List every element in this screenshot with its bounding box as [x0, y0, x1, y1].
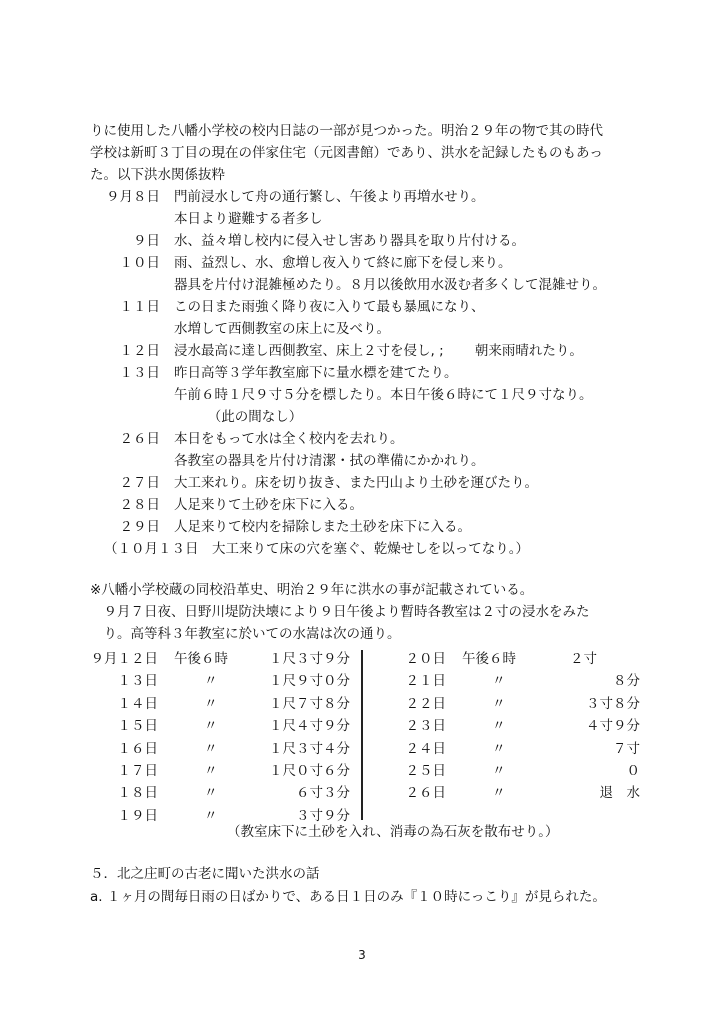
table-row-level: １尺３寸９分 [269, 651, 350, 667]
table-row-date: ９月１２日 [90, 651, 158, 667]
table-row-time: 〃 [492, 695, 506, 712]
table-row-time: 〃 [492, 740, 506, 757]
section-item-a: a. １ヶ月の間毎日雨の日ばかりで、ある日１日のみ『１０時にっこり』が見られた。 [90, 889, 606, 905]
table-row-time: 〃 [492, 673, 506, 690]
table-row-time: 〃 [492, 763, 506, 779]
diary-text: 人足来りて校内を掃除しまた土砂を床下に入る。 [174, 519, 471, 535]
table-row-time: 〃 [492, 785, 506, 802]
section-heading: ５．北之庄町の古老に聞いた洪水の話 [90, 866, 320, 882]
table-row-date: １９日 [117, 807, 158, 824]
table-row-level: １尺４寸９分 [269, 718, 350, 735]
diary-text: 水増して西側教室の床上に及べり。 [174, 321, 390, 337]
table-row-date: ２０日 [405, 651, 446, 667]
table-row-date: １４日 [117, 695, 158, 712]
table-row-level: ２寸 [570, 651, 597, 667]
table-row-date: １５日 [117, 718, 158, 735]
diary-date: １３日 [119, 365, 160, 381]
table-row-level: ０ [626, 763, 640, 779]
table-row-level: 退 水 [599, 785, 640, 802]
page-number: 3 [358, 948, 366, 962]
table-row-time: 〃 [204, 763, 218, 779]
table-row-level: ４寸９分 [586, 718, 640, 735]
diary-text: 昨日高等３学年教室廊下に量水標を建てたり。 [174, 365, 458, 381]
diary-text: 水、益々増し校内に侵入せし害あり器具を取り片付ける。 [174, 233, 525, 249]
diary-date: ２６日 [119, 431, 160, 447]
history-line: ９月７日夜、日野川堤防決壊により９日午後より暫時各教室は２寸の浸水をみた [90, 604, 590, 620]
table-row-level: １尺７寸８分 [269, 695, 350, 712]
table-row-level: １尺３寸４分 [269, 740, 350, 757]
table-row-level: ３寸８分 [586, 695, 640, 712]
intro-line: りに使用した八幡小学校の校内日誌の一部が見つかった。明治２９年の物で其の時代 [90, 123, 603, 139]
diary-text: （此の間なし） [174, 409, 303, 425]
intro-line: た。以下洪水関係抜粋 [90, 167, 225, 183]
table-divider [361, 650, 363, 820]
intro-line: 学校は新町３丁目の現在の伴家住宅（元図書館）であり、洪水を記録したものもあっ [90, 145, 603, 161]
table-row-time: 〃 [204, 740, 218, 757]
table-row-time: 〃 [204, 695, 218, 712]
diary-text: 本日をもって水は全く校内を去れり。 [174, 431, 404, 447]
table-row-date: １８日 [117, 785, 158, 802]
diary-note: （１０月１３日 大工来りて床の穴を塞ぐ、乾燥せしを以ってなり。） [104, 541, 529, 557]
diary-date: ２８日 [119, 497, 160, 513]
history-line: り。高等科３年教室に於いての水嵩は次の通り。 [90, 626, 401, 642]
table-row-time: 〃 [204, 673, 218, 690]
table-row-time: 〃 [204, 718, 218, 735]
table-row-time: 〃 [204, 807, 218, 824]
diary-text: 門前浸水して舟の通行繁し、午後より再増水せり。 [174, 189, 485, 205]
table-row-level: ７寸 [613, 740, 640, 757]
diary-text: 本日より避難する者多し [174, 211, 323, 227]
table-row-time: 午後６時 [174, 651, 228, 667]
diary-date: ２９日 [119, 519, 160, 535]
table-row-time: 午後６時 [462, 651, 516, 667]
table-note: （教室床下に土砂を入れ、消毒の為石灰を散布せり。） [227, 824, 559, 840]
diary-text: 午前６時１尺９寸５分を標したり。本日午後６時にて１尺９寸なり。 [174, 387, 593, 403]
diary-text: 浸水最高に達し西側教室、床上２寸を侵し, ; 朝来雨晴れたり。 [174, 343, 583, 359]
table-row-date: ２１日 [405, 673, 446, 690]
diary-text: 大工来れり。床を切り抜き、また円山より土砂を運びたり。 [174, 475, 538, 491]
diary-date: １２日 [119, 343, 160, 359]
diary-text: 各教室の器具を片付け清潔・拭の準備にかかれり。 [174, 453, 485, 469]
table-row-date: １６日 [117, 740, 158, 757]
table-row-level: ８分 [613, 673, 640, 690]
table-row-level: ３寸９分 [296, 807, 350, 824]
table-row-date: ２２日 [405, 695, 446, 712]
table-row-level: １尺０寸６分 [269, 763, 350, 779]
table-row-date: ２５日 [405, 763, 446, 779]
diary-date: ９日 [133, 233, 160, 249]
table-row-level: ６寸３分 [296, 785, 350, 802]
table-row-date: ２４日 [405, 740, 446, 757]
table-row-date: １３日 [117, 673, 158, 690]
diary-text: 雨、益烈し、水、愈増し夜入りて終に廊下を侵し来り。 [174, 255, 512, 271]
diary-text: この日また雨強く降り夜に入りて最も暴風になり、 [174, 299, 485, 315]
table-row-level: １尺９寸０分 [269, 673, 350, 690]
table-row-date: １７日 [117, 763, 158, 779]
diary-date: １０日 [119, 255, 160, 271]
table-row-date: ２６日 [405, 785, 446, 802]
table-row-time: 〃 [204, 785, 218, 802]
history-line: ※八幡小学校蔵の同校沿革史、明治２９年に洪水の事が記載されている。 [90, 582, 534, 598]
diary-date: １１日 [119, 299, 160, 315]
diary-date: ９月８日 [106, 189, 160, 205]
diary-date: ２７日 [119, 475, 160, 491]
diary-text: 人足来りて土砂を床下に入る。 [174, 497, 363, 513]
diary-text: 器具を片付け混雑極めたり。８月以後飲用水汲む者多くして混雑せり。 [174, 277, 606, 293]
table-row-time: 〃 [492, 718, 506, 735]
table-row-date: ２３日 [405, 718, 446, 735]
